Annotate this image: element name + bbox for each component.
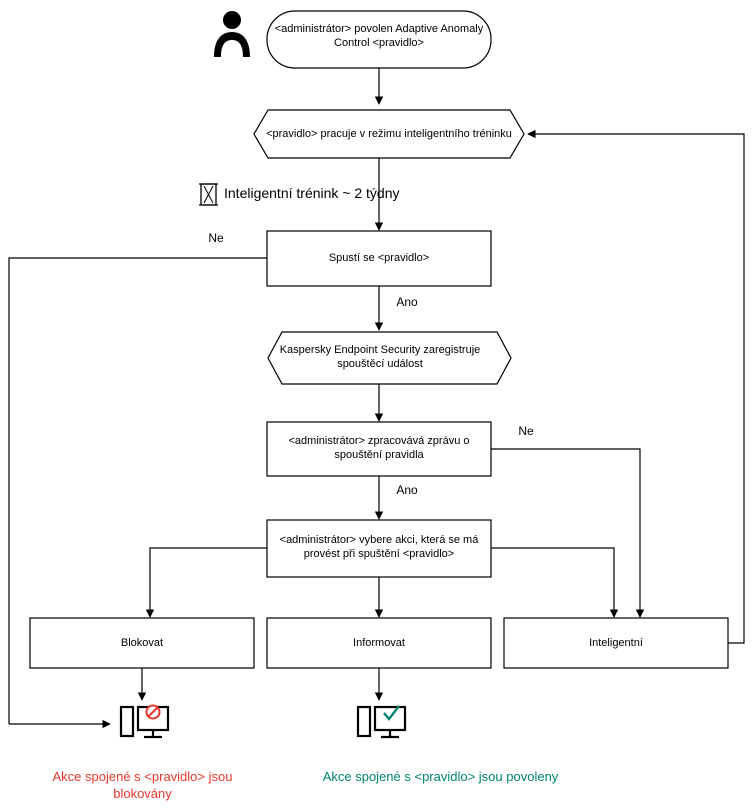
smart-node-shape [504, 618, 728, 668]
admin-processes-line1: <administrátor> zpracovává zprávu o [288, 435, 470, 447]
hourglass-icon [199, 184, 218, 205]
admin-processes-node-shape [267, 422, 491, 476]
kes-registers-line2: spouštěcí událost [337, 358, 423, 370]
admin-selects-action-node-shape [267, 520, 491, 577]
inform-node-shape [267, 618, 491, 668]
blocked-caption-line1: Akce spojené s <pravidlo> jsou [52, 769, 233, 784]
user-icon [214, 11, 250, 57]
no-admin-processes-label: Ne [518, 424, 534, 438]
yes-rule-trigger-label: Ano [396, 295, 418, 309]
inform-node-label: Informovat [353, 637, 405, 649]
monitor-allowed-icon [358, 706, 405, 737]
admin-processes-line2: spouštění pravidla [334, 449, 424, 461]
smart-training-node-shape [254, 110, 524, 158]
kes-registers-node-shape [268, 332, 511, 384]
start-node-line1: <administrátor> povolen Adaptive Anomaly [274, 23, 484, 35]
blocked-caption-line2: blokovány [113, 786, 172, 801]
monitor-blocked-icon [121, 706, 168, 738]
rule-triggers-node-shape [267, 231, 491, 286]
training-duration-label: Inteligentní trénink ~ 2 týdny [224, 185, 400, 201]
kes-registers-line1: Kaspersky Endpoint Security zaregistruje [279, 344, 481, 356]
start-node-line2: Control <pravidlo> [334, 37, 424, 49]
smart-training-node-label: <pravidlo> pracuje v režimu inteligentního tréninku [266, 128, 512, 140]
allowed-caption: Akce spojené s <pravidlo> jsou povoleny [322, 769, 559, 784]
block-node-shape [30, 618, 254, 668]
yes-admin-processes-label: Ano [396, 483, 418, 497]
block-node-label: Blokovat [120, 637, 164, 649]
no-rule-trigger-label: Ne [208, 231, 224, 245]
start-node-shape [267, 11, 491, 68]
blocked-caption [10, 768, 275, 802]
smart-node-label: Inteligentní [589, 637, 643, 649]
admin-selects-line2: provést při spuštění <pravidlo> [303, 548, 455, 560]
admin-selects-line1: <administrátor> vybere akci, která se má [279, 534, 479, 546]
rule-triggers-node-label: Spustí se <pravidlo> [328, 252, 430, 264]
